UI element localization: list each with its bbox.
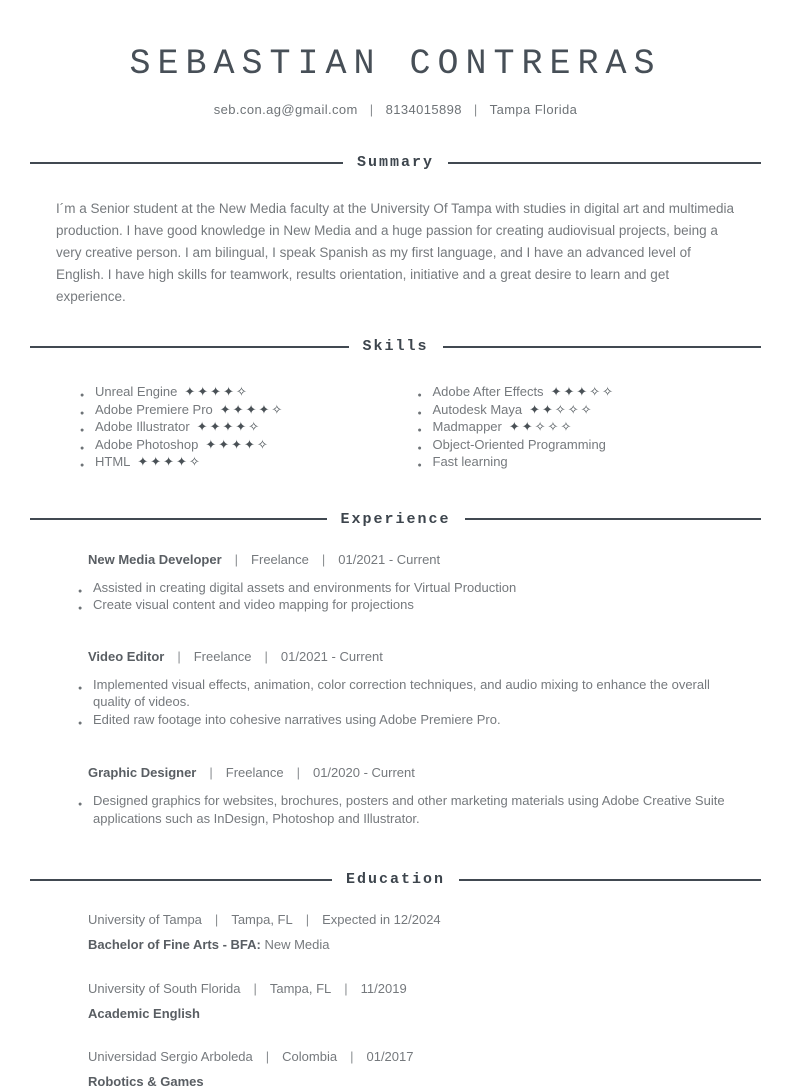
job-bullet: ● Implemented visual effects, animation, color correction techniques, and audio mixing to enhance the overall quality of videos.	[78, 676, 741, 711]
education-degree	[88, 937, 761, 952]
field-separator: |	[350, 1049, 354, 1064]
skill-rating-stars: ✦✦✦✧✧	[550, 384, 616, 399]
experience-entry	[30, 649, 761, 729]
section-title-education: Education	[346, 871, 446, 888]
divider-line	[465, 518, 762, 520]
job-title-row	[88, 649, 761, 664]
job-title: Video Editor	[88, 648, 165, 664]
skill-name: Fast learning	[432, 454, 508, 469]
skills-column-right	[396, 383, 762, 471]
job-title-row	[88, 552, 761, 567]
skill-item	[418, 453, 762, 471]
education-school: Universidad Sergio Arboleda	[88, 1049, 253, 1064]
resume-page	[0, 44, 791, 1089]
skill-item	[80, 453, 396, 471]
job-dates: 01/2021 - Current	[280, 648, 383, 664]
field-separator: |	[265, 1049, 270, 1064]
education-entry	[88, 1049, 761, 1089]
field-separator: |	[214, 912, 219, 927]
skill-item	[80, 383, 396, 401]
skill-item	[418, 436, 762, 454]
contact-phone: 8134015898	[385, 102, 462, 117]
skill-name: Adobe Illustrator	[95, 419, 190, 434]
divider-line	[448, 162, 761, 164]
section-title-skills: Skills	[362, 338, 429, 355]
education-location: Tampa, FL	[269, 981, 332, 996]
field-separator: |	[234, 551, 239, 567]
experience-entry	[30, 552, 761, 614]
education-school-row	[88, 1049, 761, 1064]
skill-name: Adobe After Effects	[432, 384, 544, 399]
skill-rating-stars: ✦✦✧✧✧	[529, 401, 594, 417]
skill-name: Adobe Photoshop	[95, 436, 199, 452]
divider-line	[30, 879, 332, 881]
skills-column-left	[30, 383, 396, 471]
skill-rating-stars: ✦✦✦✦✧	[205, 436, 270, 452]
education-degree-title: Robotics & Games	[88, 1074, 204, 1089]
job-title: New Media Developer	[88, 551, 222, 567]
education-date: 11/2019	[360, 981, 407, 996]
skill-item	[418, 418, 762, 436]
job-bullet: ● Create visual content and video mapping for projections	[78, 596, 741, 614]
divider-line	[30, 162, 343, 164]
education-location: Colombia	[282, 1049, 338, 1064]
job-title: Graphic Designer	[88, 765, 197, 780]
job-bullet: ● Assisted in creating digital assets and environments for Virtual Production	[78, 579, 741, 597]
section-header-skills	[30, 338, 761, 355]
contact-email: seb.con.ag@gmail.com	[213, 102, 358, 117]
job-company: Freelance	[225, 765, 284, 780]
field-separator: |	[177, 648, 181, 664]
contact-location: Tampa Florida	[489, 102, 578, 117]
divider-line	[443, 346, 762, 348]
summary-text: I´m a Senior student at the New Media faculty at the University Of Tampa with studies in digital art and multimedia production. I have good knowledge in New Media and a huge passion for creating audiovisual projects, being a very creative person. I am bilingual, I speak Spanish as my first language, and I have an advanced level of English. I have high skills for teamwork, results orientation, initiative and a great desire to learn and get experience.	[56, 201, 735, 304]
skill-name: Adobe Premiere Pro	[95, 401, 213, 417]
job-bullet: ● Edited raw footage into cohesive narratives using Adobe Premiere Pro.	[78, 711, 741, 729]
skill-rating-stars: ✦✦✦✦✧	[196, 419, 262, 434]
education-degree	[88, 1074, 761, 1089]
skill-item	[80, 436, 396, 454]
job-dates: 01/2021 - Current	[338, 551, 441, 567]
job-company: Freelance	[193, 648, 252, 664]
education-school-row	[88, 981, 761, 996]
field-separator: |	[209, 765, 213, 780]
job-company: Freelance	[251, 551, 309, 567]
education-school-row	[88, 912, 761, 927]
education-location: Tampa, FL	[231, 912, 293, 927]
skill-rating-stars: ✦✦✦✦✧	[184, 384, 249, 399]
field-separator: |	[305, 912, 310, 927]
skill-name: Unreal Engine	[95, 384, 178, 399]
field-separator: |	[253, 981, 257, 996]
skill-item	[80, 418, 396, 436]
divider-line	[30, 518, 327, 520]
contact-separator: |	[473, 102, 478, 117]
field-separator: |	[344, 981, 348, 996]
section-header-experience	[30, 511, 761, 528]
skill-name: Object-Oriented Programming	[432, 436, 606, 452]
education-degree	[88, 1006, 761, 1021]
field-separator: |	[296, 765, 300, 780]
contact-separator: |	[369, 102, 374, 117]
education-degree-detail: New Media	[260, 937, 330, 952]
skill-item	[418, 401, 762, 419]
skills-columns	[30, 383, 761, 471]
field-separator: |	[264, 648, 268, 664]
section-header-summary	[30, 154, 761, 171]
skill-name: HTML	[95, 454, 131, 469]
job-title-row	[88, 765, 761, 780]
education-entry	[88, 981, 761, 1021]
divider-line	[459, 879, 761, 881]
section-header-education	[30, 871, 761, 888]
job-dates: 01/2020 - Current	[312, 765, 415, 780]
candidate-name: SEBASTIAN CONTRERAS	[129, 44, 662, 84]
education-date: Expected in 12/2024	[322, 912, 441, 927]
job-bullet: ● Designed graphics for websites, brochures, posters and other marketing materials using Adobe Creative Suite applications such as InDesign, Photoshop and Illustrator.	[78, 792, 741, 827]
contact-line	[30, 102, 761, 117]
education-school: University of Tampa	[88, 912, 202, 927]
skill-name: Autodesk Maya	[432, 401, 523, 417]
skill-rating-stars: ✦✦✧✧✧	[508, 419, 574, 434]
skill-item	[418, 383, 762, 401]
education-date: 01/2017	[366, 1049, 414, 1064]
section-title-summary: Summary	[357, 154, 435, 171]
experience-entry	[30, 765, 761, 827]
skill-name: Madmapper	[432, 419, 502, 434]
field-separator: |	[321, 551, 326, 567]
education-degree-title: Academic English	[88, 1006, 200, 1021]
divider-line	[30, 346, 349, 348]
education-entry	[88, 912, 761, 952]
education-degree-title: Bachelor of Fine Arts - BFA:	[88, 937, 261, 952]
section-title-experience: Experience	[340, 510, 451, 528]
skill-rating-stars: ✦✦✦✦✧	[219, 401, 285, 417]
skill-item	[80, 401, 396, 419]
skill-rating-stars: ✦✦✦✦✧	[137, 454, 202, 469]
education-school: University of South Florida	[88, 981, 241, 996]
